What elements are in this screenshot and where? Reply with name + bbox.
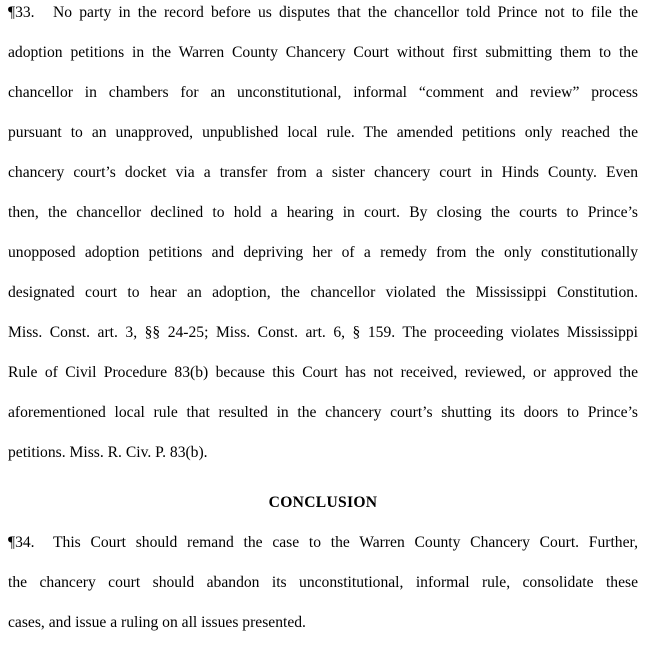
paragraph-number: ¶34.: [8, 534, 35, 551]
document-line: chancery court’s docket via a transfer from a sister chancery court in Hinds County. Even: [8, 164, 638, 181]
document-line: [8, 523, 638, 563]
document-line: petitions. Miss. R. Civ. P. 83(b).: [8, 444, 208, 461]
document-line: adoption petitions in the Warren County Chancery Court without first submitting them to the: [8, 44, 638, 61]
document-line: chancellor in chambers for an unconstitutional, informal “comment and review” process: [8, 84, 638, 101]
line-text: No party in the record before us disputes that the chancellor told Prince not to file the: [53, 4, 638, 21]
document-line: Miss. Const. art. 3, §§ 24-25; Miss. Const. art. 6, § 159. The proceeding violates Mississippi: [8, 324, 638, 341]
document-body: [8, 0, 638, 643]
document-line: the chancery court should abandon its unconstitutional, informal rule, consolidate these: [8, 574, 638, 591]
document-line: designated court to hear an adoption, the chancellor violated the Mississippi Constitution.: [8, 284, 638, 301]
document-line: unopposed adoption petitions and depriving her of a remedy from the only constitutionally: [8, 244, 638, 261]
line-text: This Court should remand the case to the Warren County Chancery Court. Further,: [53, 534, 638, 551]
document-line: Rule of Civil Procedure 83(b) because this Court has not received, reviewed, or approved the: [8, 364, 638, 381]
section-heading: CONCLUSION: [268, 494, 378, 511]
document-line: aforementioned local rule that resulted in the chancery court’s shutting its doors to Prince’s: [8, 404, 638, 421]
document-line: then, the chancellor declined to hold a hearing in court. By closing the courts to Prince’s: [8, 204, 638, 221]
document-line: pursuant to an unapproved, unpublished local rule. The amended petitions only reached the: [8, 124, 638, 141]
paragraph-number: ¶33.: [8, 4, 35, 21]
document-line: [8, 0, 638, 33]
document-line: cases, and issue a ruling on all issues presented.: [8, 614, 306, 631]
